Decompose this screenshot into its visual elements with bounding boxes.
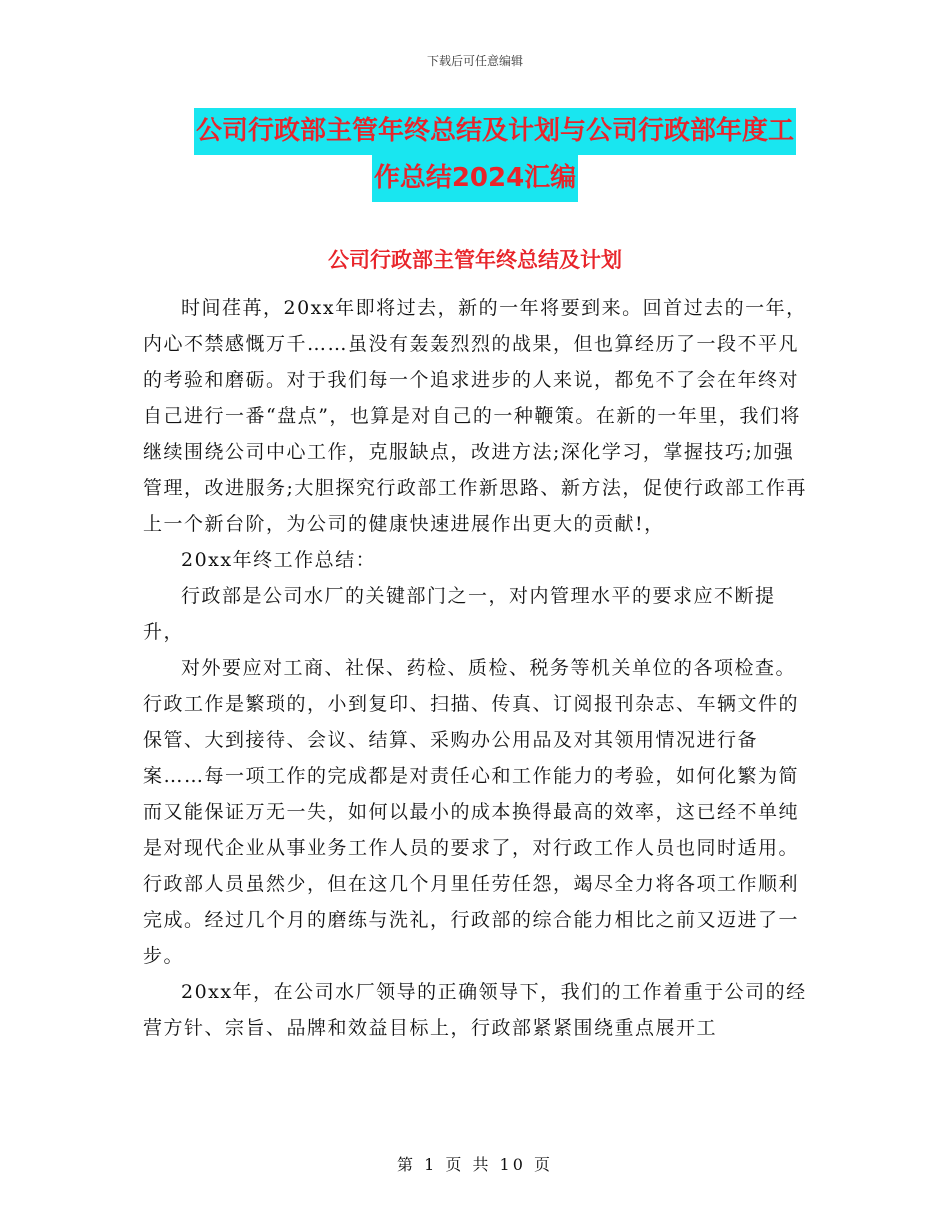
paragraph: 行政部是公司水厂的关键部门之一，对内管理水平的要求应不断提升， (143, 585, 776, 643)
paragraph: 时间荏苒，20xx年即将过去，新的一年将要到来。回首过去的一年，内心不禁感慨万千……虽没有轰轰烈烈的战果，但也算经历了一段不平凡的考验和磨砺。对于我们每一个追求进步的人来说，都免不了会在年终对自己进行一番“盘点”，也算是对自己的一种鞭策。在新的一年里，我们将继续围绕公司中心工作，克服缺点，改进方法;深化学习，掌握技巧;加强管理，改进服务;大胆探究行政部工作新思路、新方法，促使行政部工作再上一个新台阶，为公司的健康快速进展作出更大的贡献!， (143, 297, 807, 535)
page-number: 第 1 页 共 10 页 (397, 1155, 553, 1174)
paragraph: 对外要应对工商、社保、药检、质检、税务等机关单位的各项检查。行政工作是繁琐的，小到复印、扫描、传真、订阅报刊杂志、车辆文件的保管、大到接待、会议、结算、采购办公用品及对其领用情况进行备案……每一项工作的完成都是对责任心和工作能力的考验，如何化繁为简而又能保证万无一失，如何以最小的成本换得最高的效率，这已经不单纯是对现代企业从事业务工作人员的要求了，对行政工作人员也同时适用。行政部人员虽然少，但在这几个月里任劳任怨，竭尽全力将各项工作顺利完成。经过几个月的磨练与洗礼，行政部的综合能力相比之前又迈进了一步。 (143, 657, 800, 967)
paragraph: 20xx年终工作总结： (181, 549, 377, 571)
section-subtitle: 公司行政部主管年终总结及计划 (328, 248, 622, 272)
title-line-1: 公司行政部主管年终总结及计划与公司行政部年度工 (194, 108, 796, 155)
paragraph: 20xx年，在公司水厂领导的正确领导下，我们的工作着重于公司的经营方针、宗旨、品牌和效益目标上，行政部紧紧围绕重点展开工 (143, 981, 807, 1039)
document-title (0, 108, 950, 202)
title-line-2: 作总结2024汇编 (372, 155, 578, 202)
header-note: 下载后可任意编辑 (426, 54, 523, 68)
body-text (143, 290, 807, 1046)
